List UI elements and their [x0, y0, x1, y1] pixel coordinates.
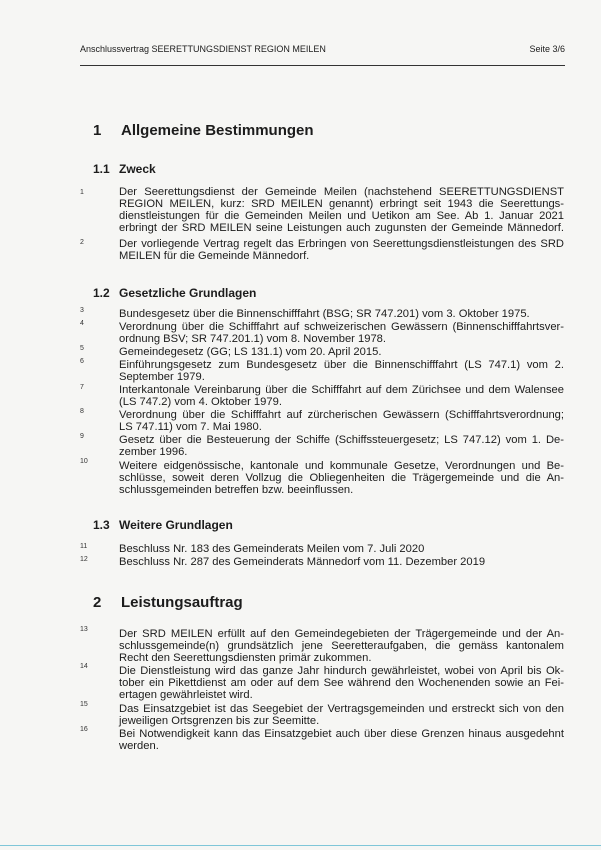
section-title: Allgemeine Bestimmungen — [121, 122, 314, 139]
text-line: (LS 747.2) vom 4. Oktober 1979. — [119, 396, 282, 408]
document-title: Anschlussvertrag SEERETTUNGSDIENST REGION MEILEN — [80, 44, 326, 54]
paragraph-14 — [119, 665, 564, 701]
paragraph-13 — [119, 628, 564, 664]
paragraph-7 — [119, 384, 564, 408]
text-line: ertagen gewährleistet wird. — [119, 689, 253, 701]
text-line: zember 1996. — [119, 446, 188, 458]
text-line: schlussgemeinde(n) grundsätzlich jene Seeretteraufgaben, die gemäss kantonalem — [119, 640, 564, 652]
text-line: Beschluss Nr. 287 des Gemeinderats Männedorf vom 11. Dezember 2019 — [119, 556, 486, 568]
paragraph-16 — [119, 728, 564, 752]
paragraph-10 — [119, 460, 564, 496]
paragraph-4 — [119, 321, 564, 345]
section-number: 2 — [93, 594, 102, 611]
paragraph-number: 12 — [80, 556, 88, 563]
section-title: Weitere Grundlagen — [119, 518, 233, 532]
paragraph-2 — [119, 238, 564, 262]
paragraph-number: 14 — [80, 663, 88, 670]
paragraph-number: 9 — [80, 433, 84, 440]
page-bottom-edge — [0, 845, 601, 846]
text-line: Gesetz über die Besteuerung der Schiffe (Schiffssteuergesetz; LS 747.12) vom 1. De- — [119, 434, 564, 446]
paragraph-number: 2 — [80, 239, 84, 246]
text-line: September 1979. — [119, 371, 205, 383]
text-line: schlussgemeinden betreffen bzw. beeinflussen. — [119, 484, 354, 496]
paragraph-number: 16 — [80, 726, 88, 733]
paragraph-8 — [119, 409, 564, 433]
paragraph-number: 3 — [80, 307, 84, 314]
text-line: Verordnung über die Schifffahrt auf zürcherischen Gewässern (Schifffahrtsverordnung; — [119, 409, 564, 421]
paragraph-11 — [119, 543, 564, 555]
section-number: 1.1 — [93, 162, 110, 176]
text-line: Die Dienstleistung wird das ganze Jahr hindurch gewährleistet, wobei von April bis Ok- — [119, 665, 564, 677]
paragraph-number: 1 — [80, 189, 84, 196]
text-line: Einführungsgesetz zum Bundesgesetz über die Binnenschifffahrt (LS 747.1) vom 2. — [119, 359, 564, 371]
text-line: Der Seerettungsdienst der Gemeinde Meilen (nachstehend SEERETTUNGSDIENST — [119, 186, 564, 198]
text-line: ordnung BSV; SR 747.201.1) vom 8. November 1978. — [119, 333, 386, 345]
text-line: Beschluss Nr. 183 des Gemeinderats Meilen vom 7. Juli 2020 — [119, 543, 425, 555]
text-line: Verordnung über die Schifffahrt auf schweizerischen Gewässern (Binnenschifffahrtsver- — [119, 321, 564, 333]
text-line: Der SRD MEILEN erfüllt auf den Gemeindegebieten der Trägergemeinde und der An- — [119, 628, 564, 640]
paragraph-3 — [119, 308, 564, 320]
paragraph-6 — [119, 359, 564, 383]
paragraph-12 — [119, 556, 564, 568]
section-number: 1 — [93, 122, 102, 139]
section-title: Leistungsauftrag — [121, 594, 243, 611]
paragraph-5 — [119, 346, 564, 358]
text-line: dienstleistungen für die Gemeinden Meilen und Uetikon am See. Ab 1. Januar 2021 — [119, 210, 564, 222]
section-title: Zweck — [119, 162, 156, 176]
paragraph-number: 15 — [80, 701, 88, 708]
paragraph-15 — [119, 703, 564, 727]
paragraph-number: 6 — [80, 358, 84, 365]
paragraph-number: 10 — [80, 458, 88, 465]
text-line: werden. — [119, 740, 159, 752]
text-line: erbringt der SRD MEILEN seine Leistungen auch zugunsten der Gemeinde Männedorf. — [119, 222, 564, 234]
section-number: 1.2 — [93, 286, 110, 300]
text-line: Bundesgesetz über die Binnenschifffahrt (BSG; SR 747.201) vom 3. Oktober 1975. — [119, 308, 530, 320]
text-line: schlüsse, soweit deren Vollzug die Obliegenheiten die Trägergemeinde und die An- — [119, 472, 564, 484]
paragraph-9 — [119, 434, 564, 458]
paragraph-number: 8 — [80, 408, 84, 415]
text-line: Bei Notwendigkeit kann das Einsatzgebiet auch über diese Grenzen hinaus ausgedehnt — [119, 728, 564, 740]
text-line: Der vorliegende Vertrag regelt das Erbringen von Seerettungsdienstleistungen des SRD — [119, 238, 564, 250]
header-divider — [80, 65, 565, 66]
text-line: Interkantonale Vereinbarung über die Schifffahrt auf dem Zürichsee und dem Walensee — [119, 384, 564, 396]
section-number: 1.3 — [93, 518, 110, 532]
text-line: LS 747.11) vom 7. Mai 1980. — [119, 421, 262, 433]
paragraph-number: 5 — [80, 345, 84, 352]
paragraph-number: 4 — [80, 320, 84, 327]
section-title: Gesetzliche Grundlagen — [119, 286, 257, 300]
text-line: Gemeindegesetz (GG; LS 131.1) vom 20. April 2015. — [119, 346, 382, 358]
page-header — [80, 44, 565, 58]
paragraph-number: 7 — [80, 384, 84, 391]
paragraph-1 — [119, 186, 564, 234]
text-line: REGION MEILEN, kurz: SRD MEILEN genannt) erbringt seit 1943 die Seerettungs- — [119, 198, 564, 210]
text-line: tober ein Pikettdienst am oder auf dem See während den Wochenenden sowie an Fei- — [119, 677, 564, 689]
page-number: Seite 3/6 — [529, 44, 565, 54]
text-line: jeweiligen Ortsgrenzen bis zur Seemitte. — [119, 715, 320, 727]
paragraph-number: 11 — [80, 543, 88, 550]
text-line: Weitere eidgenössische, kantonale und kommunale Gesetze, Verordnungen und Be- — [119, 460, 564, 472]
text-line: Recht den Seerettungsdiensten primär zukommen. — [119, 652, 372, 664]
paragraph-number: 13 — [80, 626, 88, 633]
text-line: Das Einsatzgebiet ist das Seegebiet der Vertragsgemeinden und erstreckt sich von den — [119, 703, 564, 715]
text-line: MEILEN für die Gemeinde Männedorf. — [119, 250, 310, 262]
